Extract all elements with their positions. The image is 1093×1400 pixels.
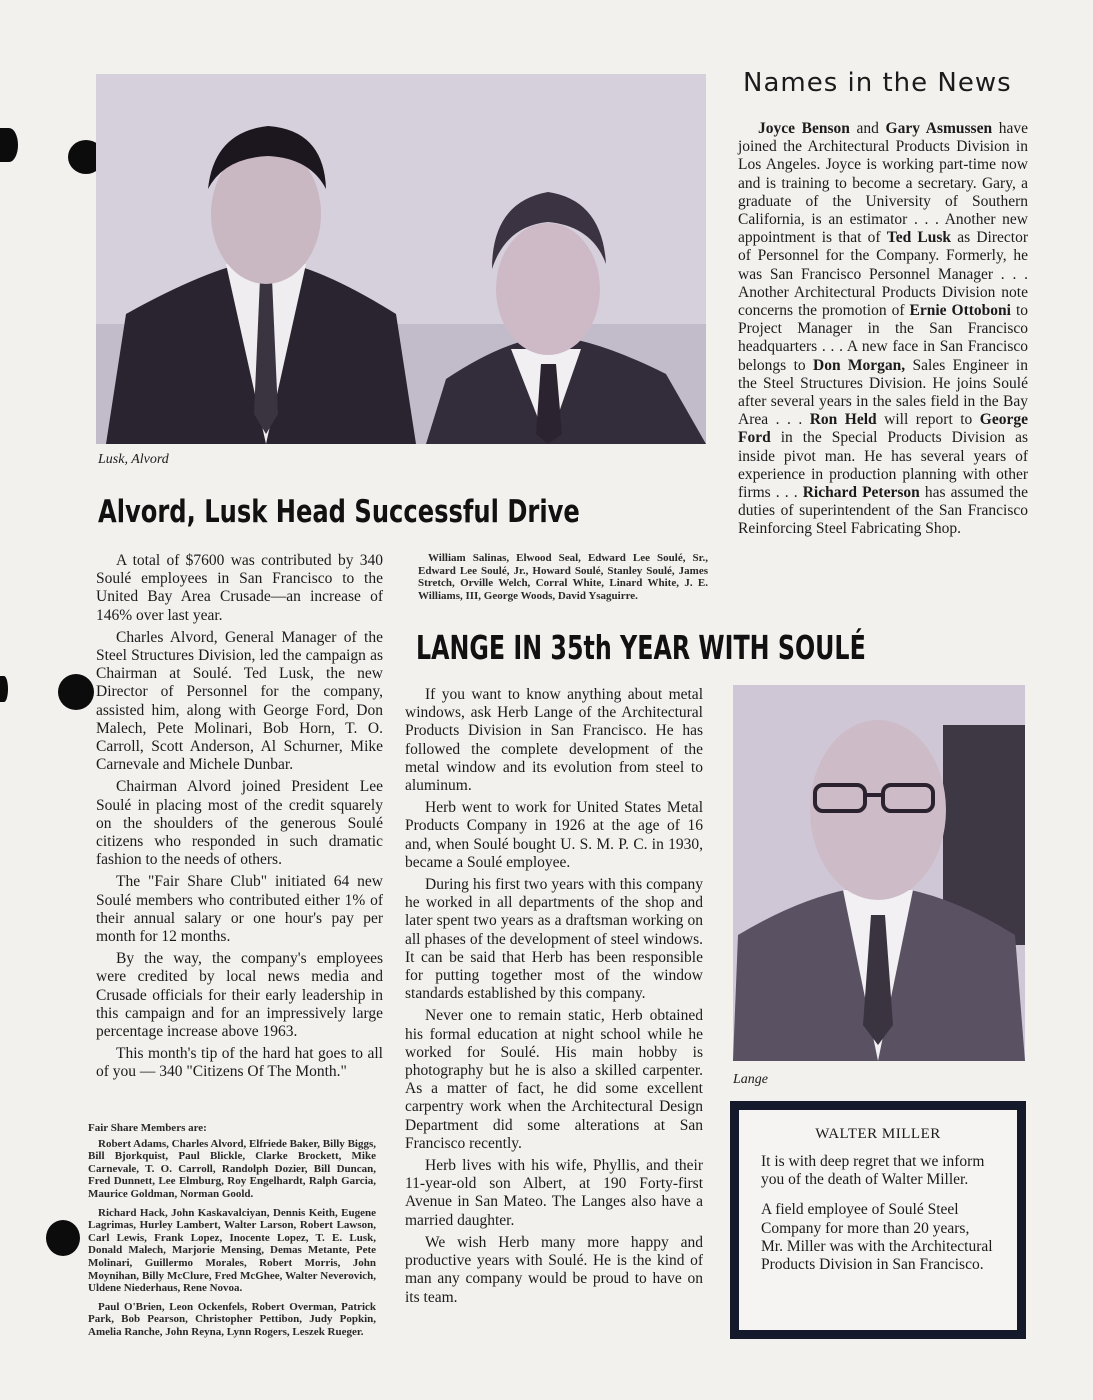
drive-headline: Alvord, Lusk Head Successful Drive bbox=[98, 494, 580, 530]
drive-article bbox=[96, 552, 383, 1086]
news-name: George Ford bbox=[738, 411, 1028, 447]
news-name: Gary Asmussen bbox=[885, 120, 993, 137]
lange-illustration bbox=[733, 685, 1025, 1061]
drive-paragraph: Charles Alvord, General Manager of the Steel Structures Division, led the campaign as Chairman at Soulé. Ted Lusk, the new Director of Personnel for the company, assisted him, along with George Ford, Don Malech, Pete Molinari, Bob Horn, T. O. Carroll, Scott Anderson, Al Schurner, Mike Carnevale and Michele Dunbar. bbox=[96, 628, 383, 774]
news-name: Ernie Ottoboni bbox=[909, 302, 1011, 320]
news-text: will report to bbox=[876, 411, 980, 429]
lusk-alvord-photo bbox=[96, 74, 706, 444]
drive-paragraph: Chairman Alvord joined President Lee Soulé in placing most of the credit squarely on the shoulders of the generous Soulé citizens who responded in such dramatic fashion to the needs of others. bbox=[96, 778, 383, 869]
lange-paragraph: Never one to remain static, Herb obtained his formal education at night school while he worked for Soulé. His main hobby is photography but he is also a skilled carpenter. As a matter of fact, he did some excellent carpentry work when the Architectural Design Department did some alterations at San Francisco recently. bbox=[405, 1007, 703, 1152]
drive-paragraph: By the way, the company's employees were credited by local news media and Crusade officials for their early leadership in this campaign and for an impressively large percentage increase above 1963. bbox=[96, 950, 383, 1041]
news-text: in the Special Products Division as inside pivot man. He has several years of experience in production planning with other firms . . . bbox=[738, 429, 1028, 502]
fair-share-list bbox=[88, 1122, 376, 1345]
news-name: Joyce Benson bbox=[758, 120, 850, 137]
lange-photo bbox=[733, 685, 1025, 1061]
fair-share-names: Richard Hack, John Kaskavalciyan, Dennis Keith, Eugene Lagrimas, Hurley Lambert, Walter Larson, Robert Lawson, Carl Lewis, Frank Lopez, Inocente Lopez, T. E. Lusk, Donald Malech, Marjorie Mensing, Demas Metante, Pete Molinari, Guillermo Morales, Robert Morris, John Moynihan, Billy McClure, Fred McGhee, Walter Neverovich, Uldene Niederhaus, Rene Novoa. bbox=[88, 1206, 376, 1295]
fair-share-names: Paul O'Brien, Leon Ockenfels, Robert Overman, Patrick Park, Bob Pearson, Christopher Pettibon, Judy Popkin, Amelia Ranche, John Reyna, Lynn Rogers, Leszek Rueger. bbox=[88, 1300, 376, 1338]
names-in-news-body bbox=[738, 120, 1028, 539]
obituary-title: WALTER MILLER bbox=[815, 1126, 941, 1142]
fair-share-continued: William Salinas, Elwood Seal, Edward Lee Soulé, Sr., Edward Lee Soulé, Jr., Howard Soulé, Stanley Soulé, James Stretch, Orville Welch, Corral White, Linard White, J. E. Williams, III, George Woods, David Ysaguirre. bbox=[418, 552, 708, 602]
drive-paragraph: A total of $7600 was contributed by 340 Soulé employees in San Francisco to the United Bay Area Crusade—an increase of 146% over last year. bbox=[96, 552, 383, 624]
drive-paragraph: The "Fair Share Club" initiated 64 new Soulé members who contributed either 1% of their annual salary or one hour's pay per month for 12 months. bbox=[96, 873, 383, 946]
lange-headline: LANGE IN 35th YEAR WITH SOULÉ bbox=[416, 628, 866, 667]
lange-paragraph: Herb lives with his wife, Phyllis, and their 11-year-old son Albert, at 190 Forty-first Avenue in San Mateo. The Langes also have a married daughter. bbox=[405, 1157, 703, 1229]
news-name: Don Morgan, bbox=[813, 356, 906, 374]
lange-article bbox=[405, 686, 703, 1311]
obituary-paragraph: It is with deep regret that we inform you of the death of Walter Miller. bbox=[761, 1153, 985, 1189]
obituary-paragraph: A field employee of Soulé Steel Company for more than 20 years, Mr. Miller was with the Architectural Products Division in San Francisco. bbox=[761, 1201, 993, 1274]
top-photo-caption: Lusk, Alvord bbox=[98, 452, 169, 467]
names-in-news-title: Names in the News bbox=[743, 68, 1012, 98]
news-text: as Director of Personnel for the Company. Formerly, he was San Francisco Personnel Manager . . . Another Architectural Products Division note concerns the promotion of bbox=[738, 229, 1028, 320]
binder-hole-bottom bbox=[46, 1220, 80, 1256]
drive-paragraph: This month's tip of the hard hat goes to all of you — 340 "Citizens Of The Month." bbox=[96, 1045, 383, 1081]
news-name: Richard Peterson bbox=[802, 484, 920, 502]
lange-paragraph: We wish Herb many more happy and productive years with Soulé. He is the kind of man any company would be proud to have on its team. bbox=[405, 1233, 703, 1306]
news-name: Ron Held bbox=[809, 411, 877, 429]
news-text: have joined the Architectural Products Division in Los Angeles. Joyce is working part-time now and is training to become a secretary. Gary, a graduate of the University of Southern California, is an estimator . . . Another new appointment is that of bbox=[738, 120, 1028, 247]
lange-paragraph: During his first two years with this company he worked in all departments of the shop and later spent two years as a draftsman working on all phases of the development of steel windows. It can be said that Herb has been responsible for putting together most of the window standards established by this company. bbox=[405, 876, 703, 1003]
news-text: Sales Engineer in the Steel Structures Division. He joins Soulé after several years in the sales field in the Bay Area . . . bbox=[738, 356, 1028, 429]
news-text: has assumed the duties of superintendent of the San Francisco Reinforcing Steel Fabricating Shop. bbox=[738, 484, 1028, 538]
lange-paragraph: If you want to know anything about metal windows, ask Herb Lange of the Architectural Products Division in San Francisco. He has followed the complete development of the metal window and its evolution from steel to aluminum. bbox=[405, 686, 703, 795]
binder-hole-middle bbox=[58, 674, 94, 710]
fair-share-names: Robert Adams, Charles Alvord, Elfriede Baker, Billy Biggs, Bill Bjorkquist, Paul Blickle, Clarke Brockett, Mike Carnevale, T. O. Carroll, Randolph Dozier, Bill Duncan, Fred Dunnett, Lee Elmburg, Roy Engelhardt, Ralph Garcia, Maurice Goldman, Norman Goold. bbox=[88, 1137, 376, 1200]
fair-share-heading: Fair Share Members are: bbox=[88, 1122, 207, 1134]
obituary-box bbox=[730, 1101, 1026, 1339]
binder-hole-edge-middle bbox=[0, 676, 8, 702]
lusk-alvord-illustration bbox=[96, 74, 706, 444]
lange-paragraph: Herb went to work for United States Metal Products Company in 1926 at the age of 16 and, when Soulé bought U. S. M. P. C. in 1930, became a Soulé employee. bbox=[405, 799, 703, 871]
news-text: and bbox=[849, 120, 886, 137]
lange-photo-caption: Lange bbox=[733, 1072, 768, 1087]
binder-hole-edge-top bbox=[0, 128, 18, 162]
news-text: to Project Manager in the San Francisco headquarters . . . A new face in San Francisco belongs to bbox=[738, 302, 1029, 374]
news-name: Ted Lusk bbox=[886, 229, 952, 247]
